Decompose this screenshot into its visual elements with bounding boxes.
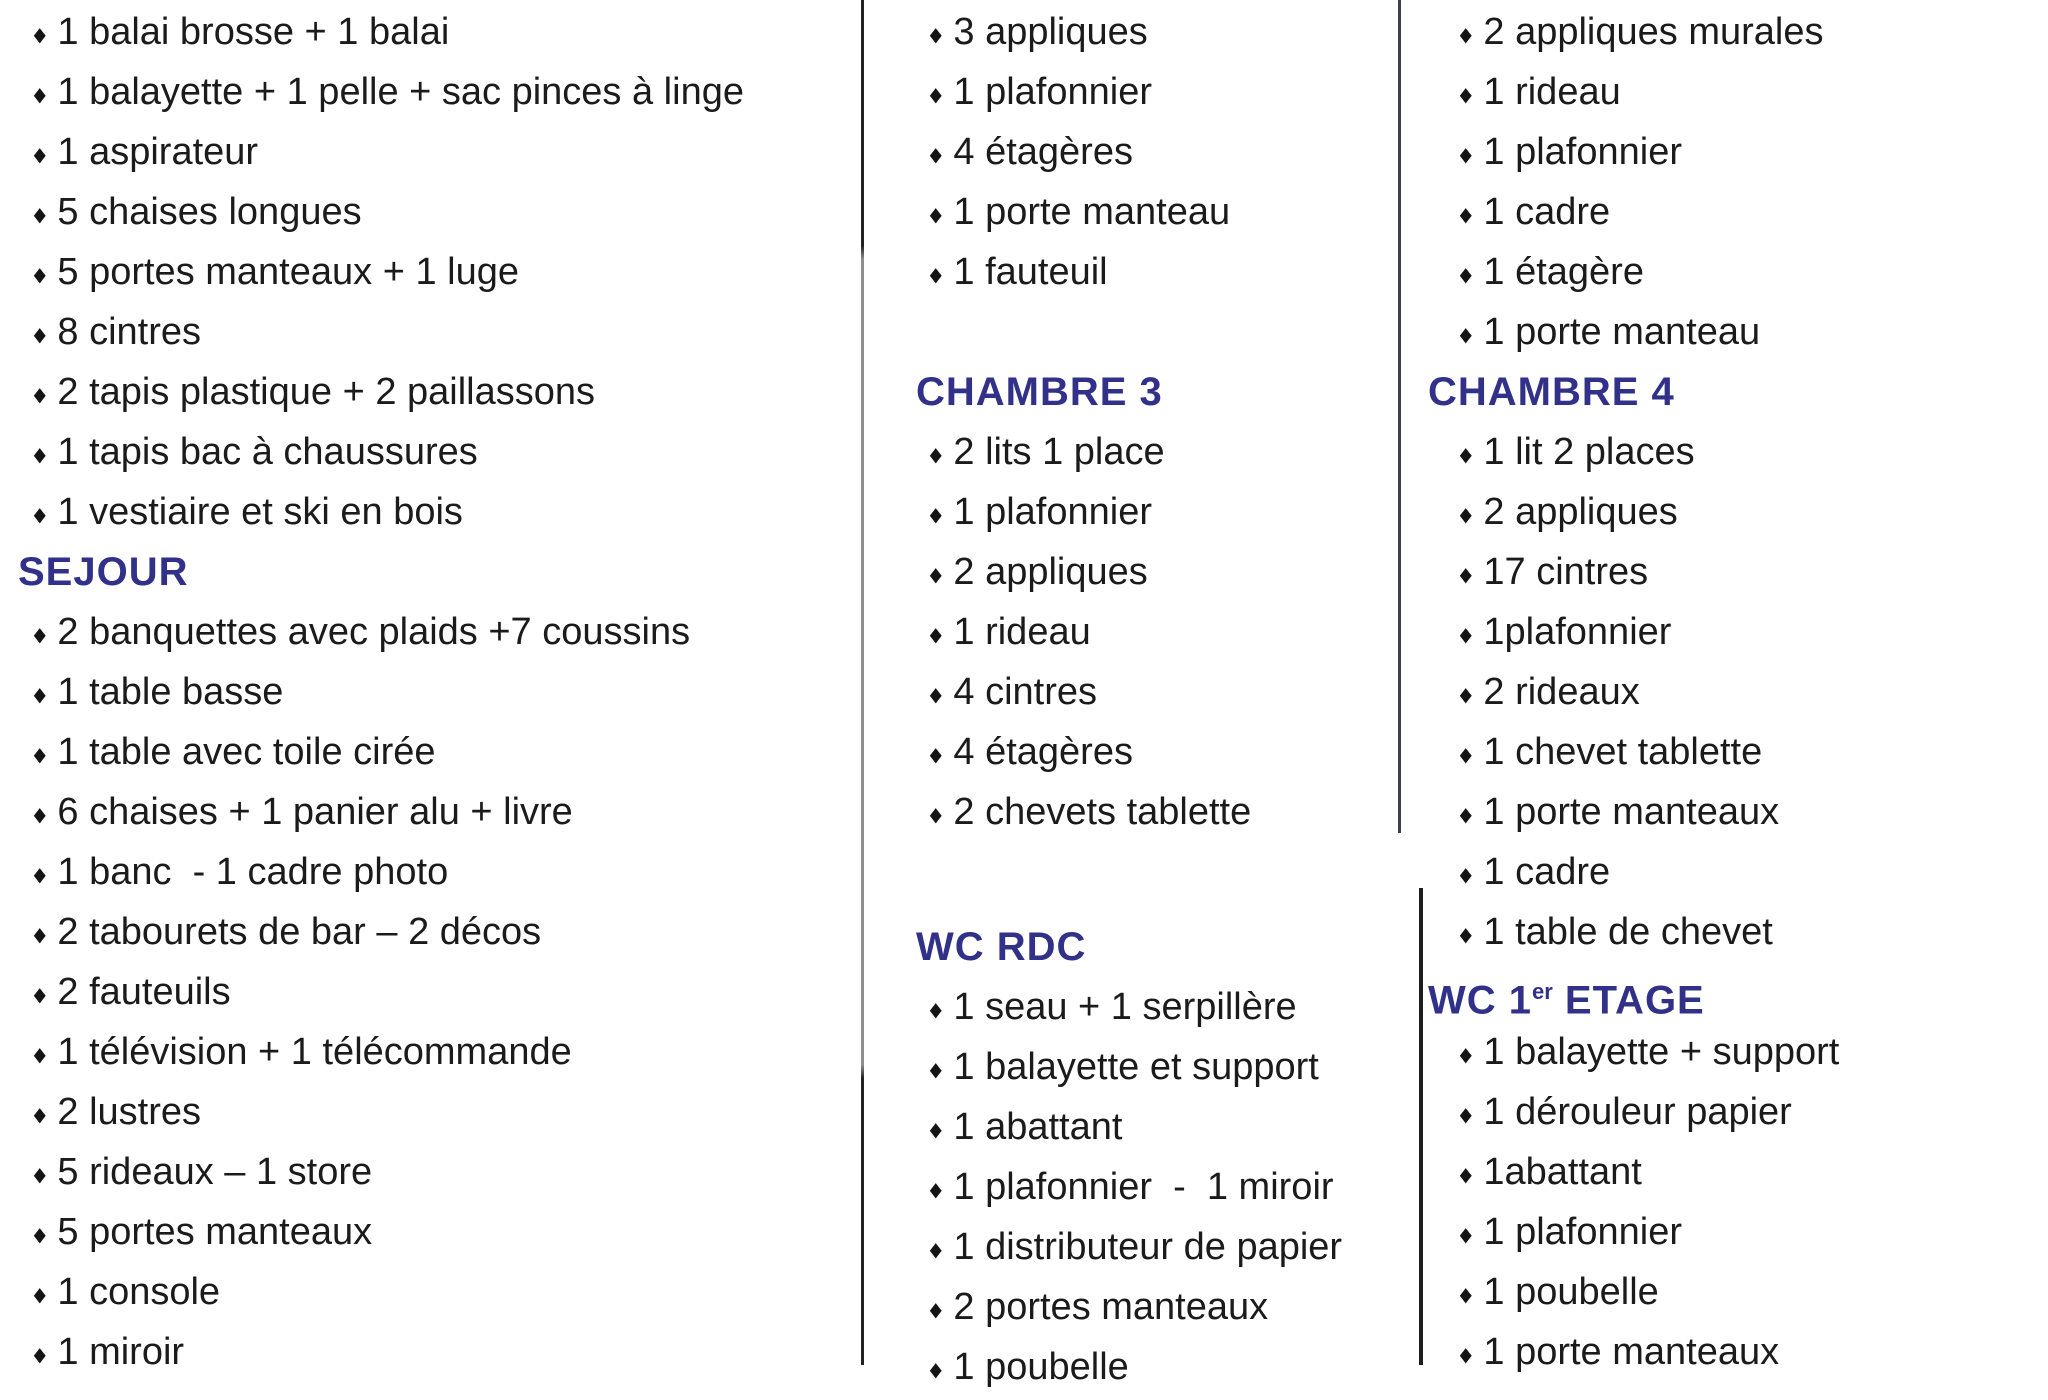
list-item [1428, 422, 2043, 482]
bullet-diamond-icon: ◆ [1459, 1284, 1472, 1306]
list-item [1428, 1022, 2043, 1082]
inventory-column-middle [916, 2, 1394, 1397]
bullet-diamond-icon: ◆ [1459, 24, 1472, 46]
bullet-diamond-icon: ◆ [929, 624, 942, 646]
item-label: 1 cadre [1483, 851, 1611, 893]
item-label: 1plafonnier [1483, 611, 1672, 653]
bullet-diamond-icon: ◆ [929, 1179, 942, 1201]
list-item [916, 1037, 1394, 1097]
item-label: 1 distributeur de papier [953, 1226, 1343, 1268]
item-label: 1 télévision + 1 télécommande [57, 1031, 572, 1073]
list-item [1428, 482, 2043, 542]
column-divider-right-upper [1398, 0, 1401, 833]
item-label: 1 dérouleur papier [1483, 1091, 1792, 1133]
section-gap [916, 302, 1394, 362]
section-header [916, 362, 1394, 422]
list-item [916, 2, 1394, 62]
list-item [1428, 662, 2043, 722]
bullet-diamond-icon: ◆ [929, 264, 942, 286]
list-item [1428, 242, 2043, 302]
item-label: 2 appliques [1483, 491, 1678, 533]
list-item [916, 122, 1394, 182]
item-label: 1 porte manteaux [1483, 1331, 1780, 1373]
bullet-diamond-icon: ◆ [1459, 1344, 1472, 1366]
bullet-diamond-icon: ◆ [1459, 444, 1472, 466]
item-label: 5 portes manteaux + 1 luge [57, 251, 519, 293]
list-item [1428, 1322, 2043, 1382]
bullet-diamond-icon: ◆ [929, 144, 942, 166]
item-label: 1 plafonnier [1483, 131, 1682, 173]
section-header-label: CHAMBRE 4 [1428, 370, 1675, 414]
list-item [1428, 722, 2043, 782]
item-label: 2 tapis plastique + 2 paillassons [57, 371, 596, 413]
section-header [1428, 962, 2043, 1022]
item-label: 1 poubelle [1483, 1271, 1659, 1313]
list-item [916, 1157, 1394, 1217]
list-item [916, 1277, 1394, 1337]
section-header-label: CHAMBRE 3 [916, 370, 1163, 414]
list-item [18, 1202, 858, 1262]
list-item [1428, 842, 2043, 902]
bullet-diamond-icon: ◆ [33, 384, 46, 406]
item-label: 1 balai brosse + 1 balai [57, 11, 450, 53]
item-label: 1 plafonnier - 1 miroir [953, 1166, 1334, 1208]
bullet-diamond-icon: ◆ [1459, 264, 1472, 286]
bullet-diamond-icon: ◆ [33, 1164, 46, 1186]
bullet-diamond-icon: ◆ [929, 504, 942, 526]
list-item [916, 977, 1394, 1037]
bullet-diamond-icon: ◆ [33, 144, 46, 166]
section-header-label: WC RDC [916, 925, 1087, 969]
list-item [1428, 62, 2043, 122]
item-label: 1 console [57, 1271, 221, 1313]
bullet-diamond-icon: ◆ [929, 1359, 942, 1381]
item-label: 2 lustres [57, 1091, 202, 1133]
list-item [916, 242, 1394, 302]
item-label: 5 rideaux – 1 store [57, 1151, 373, 1193]
bullet-diamond-icon: ◆ [1459, 144, 1472, 166]
bullet-diamond-icon: ◆ [1459, 864, 1472, 886]
bullet-diamond-icon: ◆ [33, 1224, 46, 1246]
item-label: 1 fauteuil [953, 251, 1108, 293]
item-label: 4 cintres [953, 671, 1098, 713]
list-item [1428, 602, 2043, 662]
bullet-diamond-icon: ◆ [1459, 204, 1472, 226]
item-label: 2 tabourets de bar – 2 décos [57, 911, 542, 953]
bullet-diamond-icon: ◆ [929, 804, 942, 826]
bullet-diamond-icon: ◆ [929, 444, 942, 466]
bullet-diamond-icon: ◆ [1459, 564, 1472, 586]
item-label: 1 porte manteaux [1483, 791, 1780, 833]
list-item [18, 662, 858, 722]
item-label: 1 porte manteau [953, 191, 1231, 233]
list-item [18, 602, 858, 662]
list-item [1428, 2, 2043, 62]
list-item [916, 482, 1394, 542]
list-item [18, 1262, 858, 1322]
item-label: 1 balayette + support [1483, 1031, 1840, 1073]
section-header [18, 542, 858, 602]
list-item [18, 1142, 858, 1202]
item-label: 4 étagères [953, 131, 1133, 173]
bullet-diamond-icon: ◆ [1459, 84, 1472, 106]
item-label: 1 lit 2 places [1483, 431, 1695, 473]
item-label: 3 appliques [953, 11, 1148, 53]
list-item [1428, 1142, 2043, 1202]
list-item [18, 182, 858, 242]
list-item [18, 962, 858, 1022]
bullet-diamond-icon: ◆ [33, 264, 46, 286]
list-item [18, 62, 858, 122]
list-item [1428, 542, 2043, 602]
bullet-diamond-icon: ◆ [1459, 1044, 1472, 1066]
section-header [916, 917, 1394, 977]
bullet-diamond-icon: ◆ [33, 684, 46, 706]
bullet-diamond-icon: ◆ [33, 924, 46, 946]
item-label: 2 banquettes avec plaids +7 coussins [57, 611, 691, 653]
bullet-diamond-icon: ◆ [33, 444, 46, 466]
item-label: 1 étagère [1483, 251, 1644, 293]
item-label: 1 balayette + 1 pelle + sac pinces à linge [57, 71, 744, 113]
item-label: 1 tapis bac à chaussures [57, 431, 478, 473]
item-label: 1 table basse [57, 671, 284, 713]
item-label: 1 abattant [953, 1106, 1123, 1148]
list-item [1428, 182, 2043, 242]
list-item [18, 302, 858, 362]
item-label: 1abattant [1483, 1151, 1642, 1193]
item-label: 1 plafonnier [1483, 1211, 1682, 1253]
item-label: 1 porte manteau [1483, 311, 1761, 353]
bullet-diamond-icon: ◆ [1459, 1164, 1472, 1186]
bullet-diamond-icon: ◆ [929, 684, 942, 706]
section-header-label: SEJOUR [18, 550, 189, 594]
section-header-label-after: ETAGE [1552, 978, 1705, 1023]
bullet-diamond-icon: ◆ [1459, 804, 1472, 826]
bullet-diamond-icon: ◆ [929, 204, 942, 226]
list-item [1428, 1262, 2043, 1322]
list-item [916, 1217, 1394, 1277]
list-item [1428, 782, 2043, 842]
item-label: 1 rideau [1483, 71, 1621, 113]
bullet-diamond-icon: ◆ [1459, 924, 1472, 946]
item-label: 17 cintres [1483, 551, 1649, 593]
list-item [18, 362, 858, 422]
item-label: 6 chaises + 1 panier alu + livre [57, 791, 573, 833]
list-item [18, 902, 858, 962]
bullet-diamond-icon: ◆ [1459, 1104, 1472, 1126]
list-item [916, 602, 1394, 662]
list-item [18, 1322, 858, 1382]
list-item [916, 542, 1394, 602]
bullet-diamond-icon: ◆ [33, 804, 46, 826]
column-divider-left [861, 0, 864, 1365]
bullet-diamond-icon: ◆ [929, 84, 942, 106]
bullet-diamond-icon: ◆ [1459, 744, 1472, 766]
list-item [916, 722, 1394, 782]
bullet-diamond-icon: ◆ [33, 864, 46, 886]
item-label: 1 cadre [1483, 191, 1611, 233]
bullet-diamond-icon: ◆ [33, 504, 46, 526]
bullet-diamond-icon: ◆ [1459, 1224, 1472, 1246]
bullet-diamond-icon: ◆ [1459, 324, 1472, 346]
bullet-diamond-icon: ◆ [929, 999, 942, 1021]
inventory-column-left [18, 2, 858, 1382]
item-label: 1 banc - 1 cadre photo [57, 851, 449, 893]
item-label: 1 poubelle [953, 1346, 1129, 1388]
list-item [18, 482, 858, 542]
item-label: 5 chaises longues [57, 191, 362, 233]
inventory-column-right [1428, 2, 2043, 1382]
item-label: 1 chevet tablette [1483, 731, 1763, 773]
item-label: 2 lits 1 place [953, 431, 1165, 473]
item-label: 5 portes manteaux [57, 1211, 373, 1253]
bullet-diamond-icon: ◆ [33, 984, 46, 1006]
list-item [1428, 302, 2043, 362]
list-item [916, 782, 1394, 842]
bullet-diamond-icon: ◆ [33, 1104, 46, 1126]
item-label: 2 appliques murales [1483, 11, 1824, 53]
superscript-ordinal: er [1532, 979, 1553, 1004]
bullet-diamond-icon: ◆ [33, 1044, 46, 1066]
list-item [18, 1022, 858, 1082]
item-label: 1 table de chevet [1483, 911, 1773, 953]
bullet-diamond-icon: ◆ [33, 1284, 46, 1306]
item-label: 2 portes manteaux [953, 1286, 1269, 1328]
list-item [916, 1097, 1394, 1157]
item-label: 2 rideaux [1483, 671, 1640, 713]
item-label: 1 table avec toile cirée [57, 731, 436, 773]
list-item [1428, 1082, 2043, 1142]
list-item [18, 782, 858, 842]
bullet-diamond-icon: ◆ [33, 324, 46, 346]
list-item [916, 662, 1394, 722]
list-item [1428, 902, 2043, 962]
bullet-diamond-icon: ◆ [929, 744, 942, 766]
list-item [18, 2, 858, 62]
item-label: 2 chevets tablette [953, 791, 1252, 833]
list-item [1428, 1202, 2043, 1262]
list-item [18, 1082, 858, 1142]
list-item [916, 1337, 1394, 1397]
bullet-diamond-icon: ◆ [1459, 624, 1472, 646]
bullet-diamond-icon: ◆ [929, 1299, 942, 1321]
list-item [916, 182, 1394, 242]
bullet-diamond-icon: ◆ [33, 744, 46, 766]
item-label: 1 balayette et support [953, 1046, 1319, 1088]
section-header-label: WC 1 [1428, 978, 1532, 1023]
item-label: 1 miroir [57, 1331, 185, 1373]
list-item [916, 62, 1394, 122]
bullet-diamond-icon: ◆ [929, 1239, 942, 1261]
item-label: 1 plafonnier [953, 491, 1152, 533]
item-label: 1 seau + 1 serpillère [953, 986, 1297, 1028]
list-item [18, 122, 858, 182]
bullet-diamond-icon: ◆ [33, 1344, 46, 1366]
bullet-diamond-icon: ◆ [1459, 684, 1472, 706]
bullet-diamond-icon: ◆ [1459, 504, 1472, 526]
list-item [18, 722, 858, 782]
item-label: 4 étagères [953, 731, 1133, 773]
item-label: 1 rideau [953, 611, 1091, 653]
list-item [18, 422, 858, 482]
list-item [18, 242, 858, 302]
section-gap [916, 842, 1394, 917]
bullet-diamond-icon: ◆ [929, 564, 942, 586]
item-label: 8 cintres [57, 311, 202, 353]
bullet-diamond-icon: ◆ [33, 204, 46, 226]
bullet-diamond-icon: ◆ [33, 84, 46, 106]
list-item [916, 422, 1394, 482]
item-label: 2 fauteuils [57, 971, 231, 1013]
bullet-diamond-icon: ◆ [929, 24, 942, 46]
column-divider-right-lower [1419, 888, 1423, 1365]
bullet-diamond-icon: ◆ [929, 1059, 942, 1081]
item-label: 1 vestiaire et ski en bois [57, 491, 463, 533]
list-item [18, 842, 858, 902]
section-header [1428, 362, 2043, 422]
item-label: 2 appliques [953, 551, 1148, 593]
bullet-diamond-icon: ◆ [33, 24, 46, 46]
list-item [1428, 122, 2043, 182]
bullet-diamond-icon: ◆ [33, 624, 46, 646]
item-label: 1 aspirateur [57, 131, 259, 173]
item-label: 1 plafonnier [953, 71, 1152, 113]
bullet-diamond-icon: ◆ [929, 1119, 942, 1141]
